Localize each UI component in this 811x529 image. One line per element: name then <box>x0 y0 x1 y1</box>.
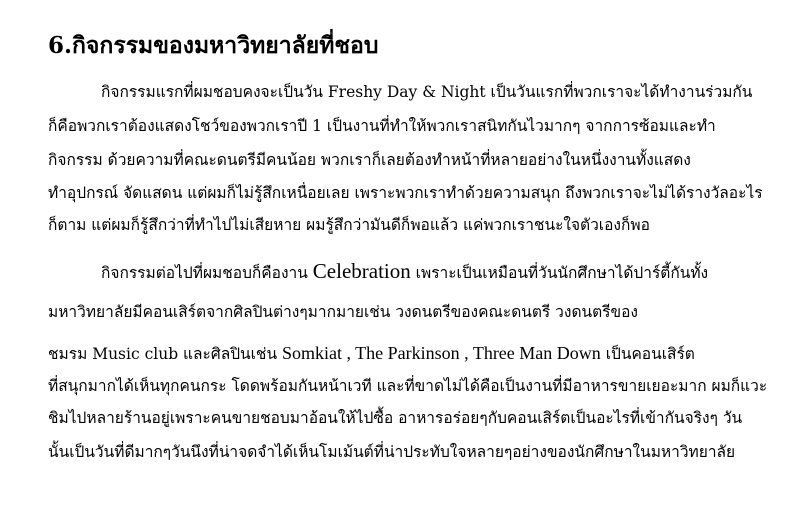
paragraph2-line-2: มหาวิทยาลัยมีคอนเสิร์ตจากศิลปินต่างๆมากมายเช่น วงดนตรีของคณะดนตรี วงดนตรีของ <box>48 303 638 321</box>
paragraph2-line-1-start: กิจกรรมต่อไปที่ผมชอบก็คืองาน <box>101 264 313 282</box>
artist-names-text: Somkiat , The Parkinson , Three Man Down <box>281 343 601 363</box>
paragraph1-line-4: ทำอุปกรณ์ จัดแสดน แต่ผมก็ไม่รู้สึกเหนื่อยเลย เพราะพวกเราทำด้วยความสนุก ถึงพวกเราจะไม่ได้รางวัลอะไร <box>48 184 763 202</box>
paragraph1-line-5: ก็ตาม แต่ผมก็รู้สึกว่าที่ทำไปไม่เสียหาย ผมรู้สึกว่ามันดีก็พอแล้ว แค่พวกเราชนะใจตัวเองก็พอ <box>48 216 650 234</box>
section-heading: 6.กิจกรรมของมหาวิทยาลัยที่ชอบ <box>48 32 379 59</box>
paragraph2-line-5: ชิมไปหลายร้านอยู่เพราะคนขายชอบมาอ้อนให้ไปซื้อ อาหารอร่อยๆกับคอนเสิร์ตเป็นอะไรที่เข้ากันจริงๆ วัน <box>48 409 743 427</box>
paragraph2-line-4: ที่สนุกมากได้เห็นทุกคนกระ โดดพร้อมกันหน้าเวที และที่ขาดไม่ได้คือเป็นงานที่มีอาหารขายเยอะมาก ผมก็แวะ <box>48 377 768 395</box>
paragraph2-line-3 <box>48 341 695 366</box>
paragraph2-line-6: นั้นเป็นวันที่ดีมากๆวันนึงที่น่าจดจำได้เห็นโมเม้นต์ที่น่าประทับใจหลายๆอย่างของนักศึกษาในมหาวิทยาลัย <box>48 443 736 461</box>
celebration-text: Celebration <box>312 259 411 283</box>
paragraph2-line-1-end: เพราะเป็นเหมือนที่วันนักศึกษาได้ปาร์ตี้กันทั้ง <box>410 264 709 282</box>
paragraph1-line-2: ก็คือพวกเราต้องแสดงโชว์ของพวกเราปี 1 เป็นงานที่ทำให้พวกเราสนิทกันไวมากๆ จากการซ้อมและทำ <box>48 117 716 135</box>
paragraph2-line-3-start: ชมรม Music club และศิลปินเช่น <box>48 345 282 363</box>
paragraph2-line-3-end: เป็นคอนเสิร์ต <box>600 345 695 363</box>
paragraph1-line-1: กิจกรรมแรกที่ผมชอบคงจะเป็นวัน Freshy Day & Night เป็นวันแรกที่พวกเราจะได้ทำงานร่วมกัน <box>101 83 753 101</box>
paragraph1-line-3: กิจกรรม ด้วยความที่คณะดนตรีมีคนน้อย พวกเราก็เลยต้องทำหน้าที่หลายอย่างในหนึ่งงานทั้งแสดง <box>48 151 691 169</box>
paragraph2-line-1 <box>101 259 708 285</box>
